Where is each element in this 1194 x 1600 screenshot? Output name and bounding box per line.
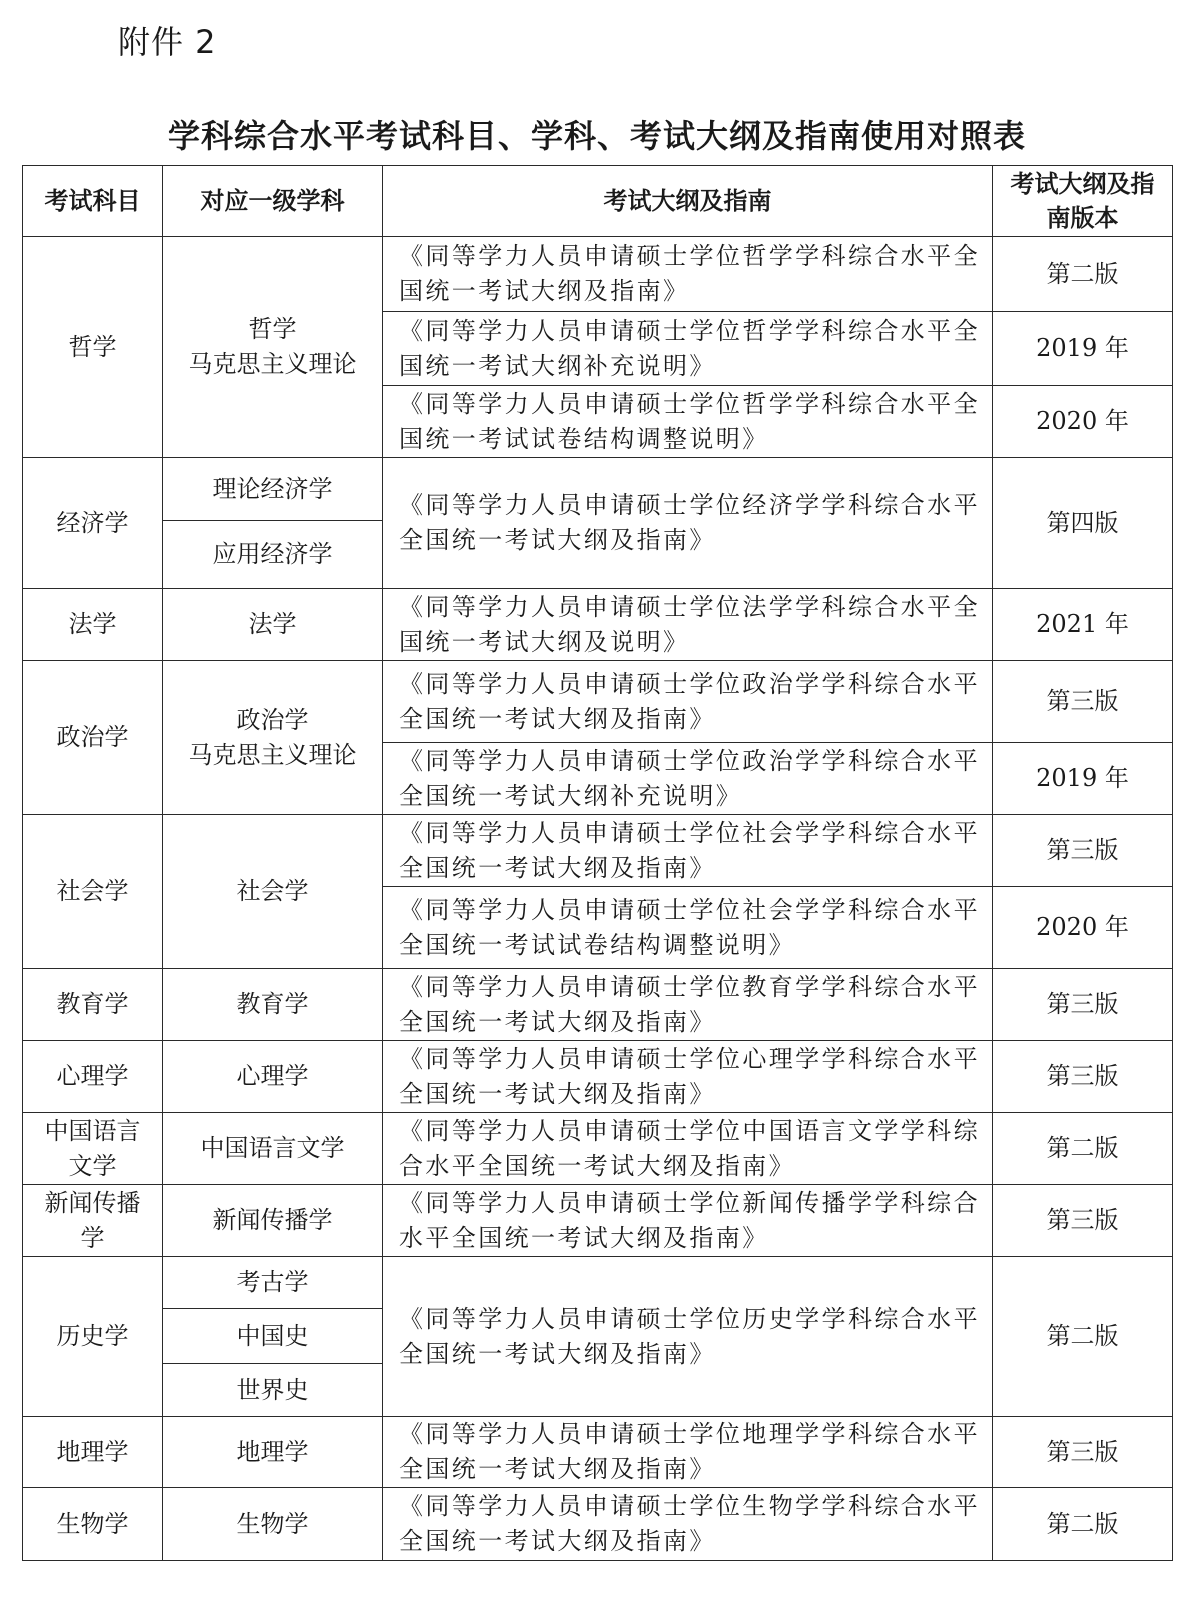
document-title: 学科综合水平考试科目、学科、考试大纲及指南使用对照表 xyxy=(167,117,1026,155)
column-header: 考试大纲及指南版本 xyxy=(993,166,1173,237)
discipline-cell: 新闻传播学 xyxy=(163,1185,383,1257)
table-row xyxy=(23,1257,1173,1309)
version-cell: 2020 年 xyxy=(993,386,1173,458)
syllabus-title-cell: 《同等学力人员申请硕士学位新闻传播学学科综合水平全国统一考试大纲及指南》 xyxy=(383,1185,993,1257)
discipline-cell: 教育学 xyxy=(163,969,383,1041)
version-cell: 2019 年 xyxy=(993,312,1173,386)
version-cell: 2019 年 xyxy=(993,743,1173,815)
subject-cell: 哲学 xyxy=(23,237,163,458)
discipline-cell: 心理学 xyxy=(163,1041,383,1113)
version-cell: 第三版 xyxy=(993,1041,1173,1113)
discipline-cell: 考古学 xyxy=(163,1257,383,1309)
version-cell: 2020 年 xyxy=(993,887,1173,969)
syllabus-title-cell: 《同等学力人员申请硕士学位心理学学科综合水平全国统一考试大纲及指南》 xyxy=(383,1041,993,1113)
discipline-cell: 社会学 xyxy=(163,815,383,969)
syllabus-title-cell: 《同等学力人员申请硕士学位教育学学科综合水平全国统一考试大纲及指南》 xyxy=(383,969,993,1041)
table-row xyxy=(23,815,1173,887)
discipline-cell: 地理学 xyxy=(163,1417,383,1488)
subject-cell: 社会学 xyxy=(23,815,163,969)
discipline-cell: 中国史 xyxy=(163,1309,383,1364)
table-row xyxy=(23,589,1173,661)
version-cell: 第二版 xyxy=(993,237,1173,312)
syllabus-title-cell: 《同等学力人员申请硕士学位生物学学科综合水平全国统一考试大纲及指南》 xyxy=(383,1488,993,1561)
discipline-cell: 哲学 马克思主义理论 xyxy=(163,237,383,458)
version-cell: 第四版 xyxy=(993,458,1173,589)
syllabus-title-cell: 《同等学力人员申请硕士学位经济学学科综合水平全国统一考试大纲及指南》 xyxy=(383,458,993,589)
discipline-cell: 法学 xyxy=(163,589,383,661)
syllabus-title-cell: 《同等学力人员申请硕士学位地理学学科综合水平全国统一考试大纲及指南》 xyxy=(383,1417,993,1488)
syllabus-title-cell: 《同等学力人员申请硕士学位哲学学科综合水平全国统一考试大纲补充说明》 xyxy=(383,312,993,386)
version-cell: 第三版 xyxy=(993,1185,1173,1257)
subject-cell: 新闻传播 学 xyxy=(23,1185,163,1257)
version-cell: 2021 年 xyxy=(993,589,1173,661)
subject-cell: 政治学 xyxy=(23,661,163,815)
table-row xyxy=(23,237,1173,312)
syllabus-title-cell: 《同等学力人员申请硕士学位历史学学科综合水平全国统一考试大纲及指南》 xyxy=(383,1257,993,1417)
discipline-cell: 世界史 xyxy=(163,1364,383,1417)
table-row xyxy=(23,1041,1173,1113)
syllabus-title-cell: 《同等学力人员申请硕士学位政治学学科综合水平全国统一考试大纲及指南》 xyxy=(383,661,993,743)
discipline-cell: 中国语言文学 xyxy=(163,1113,383,1185)
table-row xyxy=(23,1488,1173,1561)
version-cell: 第三版 xyxy=(993,815,1173,887)
syllabus-title-cell: 《同等学力人员申请硕士学位社会学学科综合水平全国统一考试大纲及指南》 xyxy=(383,815,993,887)
version-cell: 第三版 xyxy=(993,969,1173,1041)
version-cell: 第二版 xyxy=(993,1488,1173,1561)
table-row xyxy=(23,661,1173,743)
subject-cell: 历史学 xyxy=(23,1257,163,1417)
subject-cell: 中国语言 文学 xyxy=(23,1113,163,1185)
discipline-cell: 政治学 马克思主义理论 xyxy=(163,661,383,815)
table-body xyxy=(23,237,1173,1561)
column-header: 考试大纲及指南 xyxy=(383,166,993,237)
version-cell: 第三版 xyxy=(993,661,1173,743)
table-row xyxy=(23,1113,1173,1185)
syllabus-title-cell: 《同等学力人员申请硕士学位中国语言文学学科综合水平全国统一考试大纲及指南》 xyxy=(383,1113,993,1185)
subject-cell: 经济学 xyxy=(23,458,163,589)
subject-cell: 地理学 xyxy=(23,1417,163,1488)
table-row xyxy=(23,1417,1173,1488)
table-row xyxy=(23,1185,1173,1257)
discipline-cell: 理论经济学 xyxy=(163,458,383,521)
syllabus-title-cell: 《同等学力人员申请硕士学位哲学学科综合水平全国统一考试试卷结构调整说明》 xyxy=(383,386,993,458)
subject-cell: 心理学 xyxy=(23,1041,163,1113)
annex-label: 附件 2 xyxy=(118,23,217,61)
syllabus-title-cell: 《同等学力人员申请硕士学位法学学科综合水平全国统一考试大纲及说明》 xyxy=(383,589,993,661)
version-cell: 第三版 xyxy=(993,1417,1173,1488)
syllabus-title-cell: 《同等学力人员申请硕士学位政治学学科综合水平全国统一考试大纲补充说明》 xyxy=(383,743,993,815)
column-header: 对应一级学科 xyxy=(163,166,383,237)
table-row xyxy=(23,969,1173,1041)
discipline-cell: 应用经济学 xyxy=(163,521,383,589)
subject-cell: 法学 xyxy=(23,589,163,661)
table-header-row xyxy=(23,166,1173,237)
table-row xyxy=(23,458,1173,521)
column-header: 考试科目 xyxy=(23,166,163,237)
syllabus-table xyxy=(22,165,1173,1561)
version-cell: 第二版 xyxy=(993,1113,1173,1185)
subject-cell: 生物学 xyxy=(23,1488,163,1561)
subject-cell: 教育学 xyxy=(23,969,163,1041)
syllabus-title-cell: 《同等学力人员申请硕士学位哲学学科综合水平全国统一考试大纲及指南》 xyxy=(383,237,993,312)
version-cell: 第二版 xyxy=(993,1257,1173,1417)
discipline-cell: 生物学 xyxy=(163,1488,383,1561)
syllabus-title-cell: 《同等学力人员申请硕士学位社会学学科综合水平全国统一考试试卷结构调整说明》 xyxy=(383,887,993,969)
